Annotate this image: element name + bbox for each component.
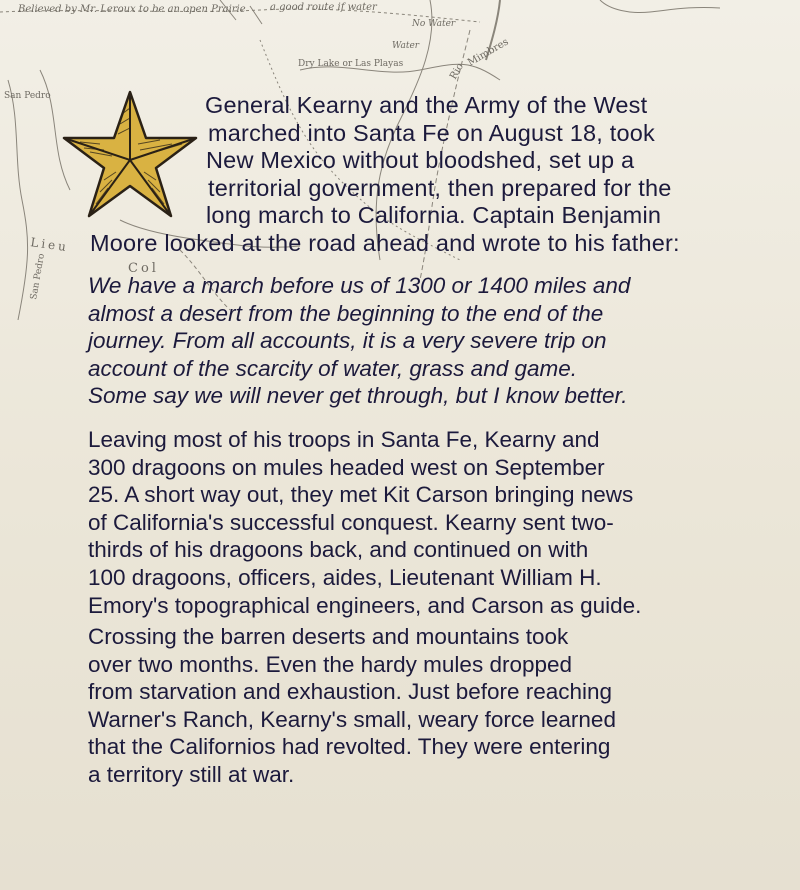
map-label-dry-lake: Dry Lake or Las Playas <box>298 59 404 69</box>
intro-line: General Kearny and the Army of the West <box>205 92 648 118</box>
map-label-lieu: Lieu <box>29 235 70 255</box>
map-label-route: a good route if water <box>270 2 377 13</box>
paragraph-line: 100 dragoons, officers, aides, Lieutenant William H. <box>88 564 602 590</box>
map-label-water: Water <box>392 41 420 51</box>
intro-paragraph <box>90 92 780 257</box>
paragraph-line: of California's successful conquest. Kearny sent two- <box>88 509 614 535</box>
paragraph-line: Warner's Ranch, Kearny's small, weary force learned <box>88 706 616 732</box>
paragraph-crossing-deserts <box>88 623 768 789</box>
paragraph-line: a territory still at war. <box>88 761 295 787</box>
quote-line: almost a desert from the beginning to the end of the <box>88 300 604 326</box>
paragraph-line: from starvation and exhaustion. Just before reaching <box>88 679 613 705</box>
quote-line: account of the scarcity of water, grass and game. <box>88 355 578 381</box>
intro-line: Moore looked at the road ahead and wrote to his father: <box>90 229 680 256</box>
intro-line: marched into Santa Fe on August 18, took <box>208 119 655 146</box>
paragraph-line: 300 dragoons on mules headed west on September <box>88 454 605 480</box>
intro-line: New Mexico without bloodshed, set up a <box>206 147 635 173</box>
map-label-no-water: No Water <box>412 19 456 29</box>
paragraph-march-west <box>88 426 768 619</box>
map-label-san-pedro: San Pedro <box>4 91 51 101</box>
paragraph-line: thirds of his dragoons back, and continued on with <box>88 537 589 563</box>
intro-line: territorial government, then prepared for the <box>208 174 672 201</box>
paragraph-line: over two months. Even the hardy mules dropped <box>88 651 573 677</box>
paragraph-line: Leaving most of his troops in Santa Fe, Kearny and <box>88 427 600 452</box>
paragraph-line: 25. A short way out, they met Kit Carson bringing news <box>88 482 634 508</box>
quote-line: We have a march before us of 1300 or 1400 miles and <box>88 273 631 298</box>
map-label-mimbres: Mimbres <box>466 36 511 69</box>
map-label-san-pedro-vertical: San Pedro <box>29 252 48 301</box>
paragraph-line: that the Californios had revolted. They were entering <box>88 734 611 760</box>
paragraph-line: Crossing the barren deserts and mountains took <box>88 624 569 649</box>
map-label-prairie: Believed by Mr. Leroux to be an open Prairie <box>18 4 246 15</box>
paragraph-line: Emory's topographical engineers, and Carson as guide. <box>88 592 642 618</box>
quote-line: journey. From all accounts, it is a very severe trip on <box>88 328 607 353</box>
quote-line: Some say we will never get through, but I know better. <box>88 383 628 408</box>
quote-block <box>88 272 768 410</box>
intro-line: long march to California. Captain Benjamin <box>206 202 662 228</box>
map-label-rio: Rio <box>448 61 466 82</box>
map-label-col: Col <box>128 261 159 276</box>
